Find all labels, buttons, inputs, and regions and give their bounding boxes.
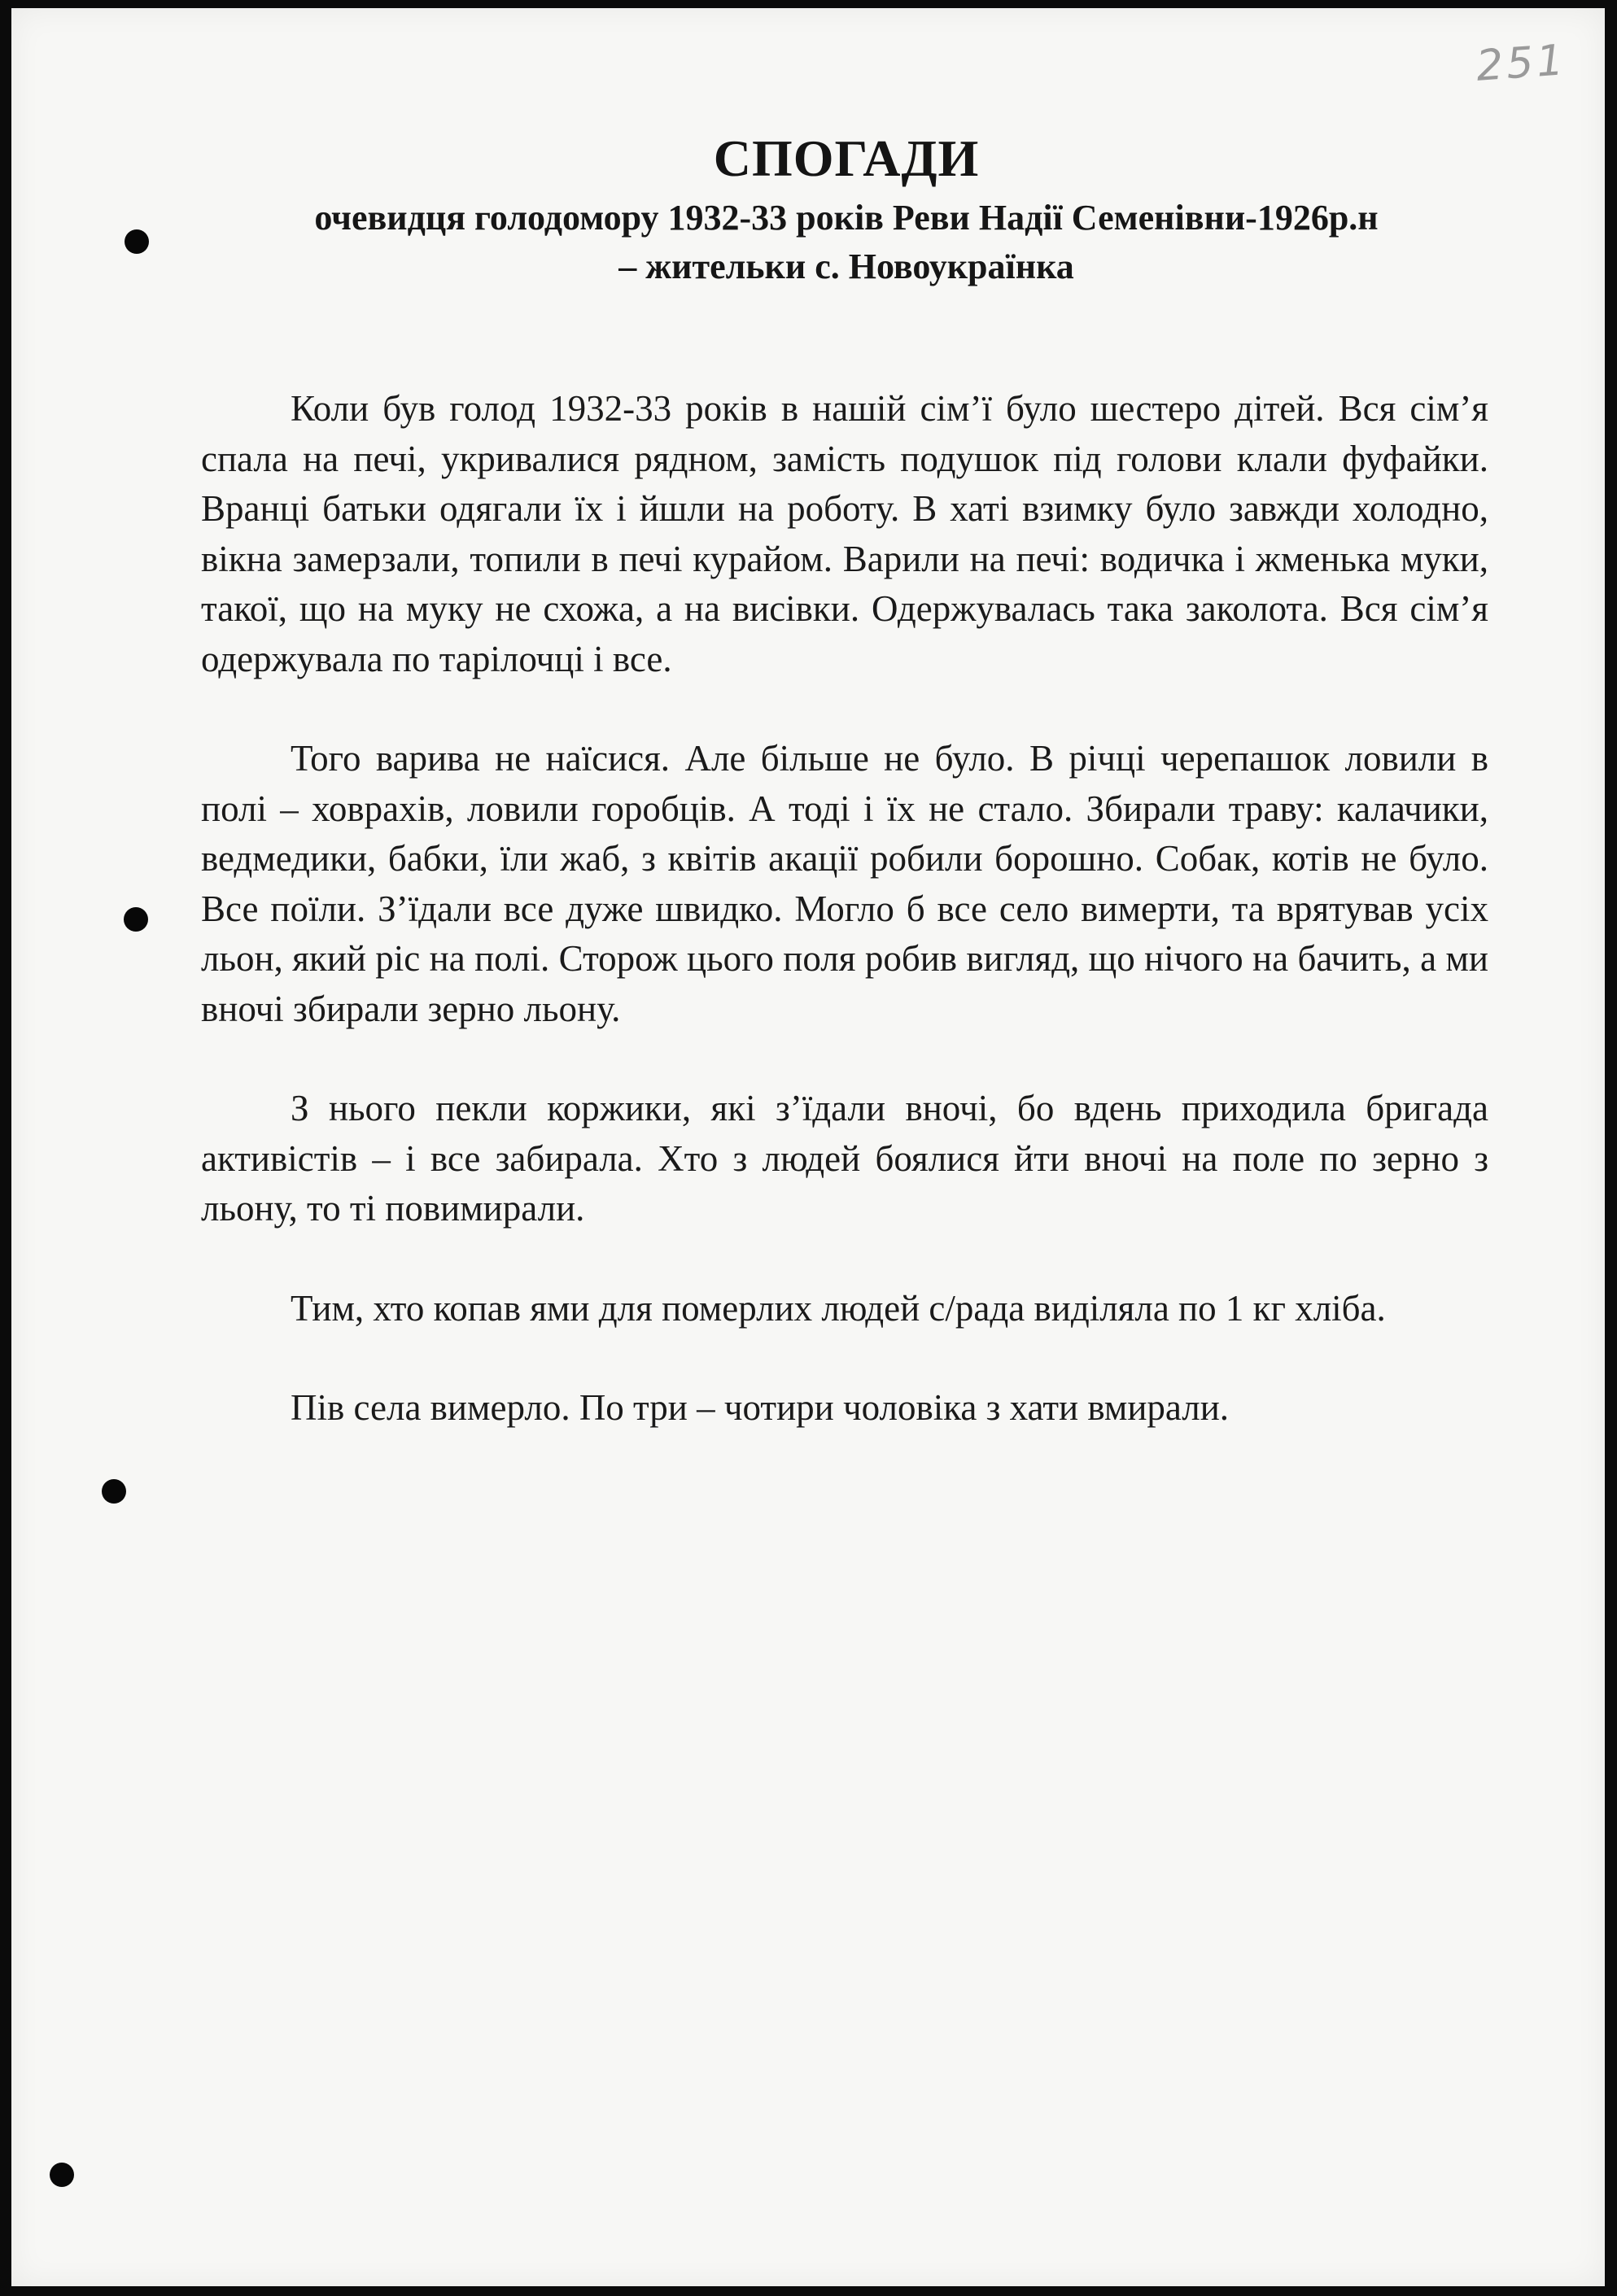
document-title: СПОГАДИ (713, 129, 980, 187)
paragraph: Коли був голод 1932-33 років в нашій сім’ї було шестеро дітей. Вся сім’я спала на печі, укривалися рядном, замість подушок під голови клали фуфайки. Вранці батьки одягали їх і йшли на роботу. В хаті взимку було завжди холодно, вікна замерзали, топили в печі курайом. Варили на печі: водичка і жменька муки, такої, що на муку не схожа, а на висівки. Одержувалась така заколота. Вся сім’я одержувала по тарілочці і все. (201, 388, 1488, 679)
punch-hole (50, 2163, 74, 2187)
punch-hole (124, 907, 148, 932)
handwritten-page-number: 251 (1475, 36, 1569, 91)
paragraph: Пів села вимерло. По три – чотири чоловіка з хати вмирали. (291, 1387, 1230, 1428)
document-subtitle-line-1: очевидця голодомору 1932-33 років Реви Надії Семенівни-1926р.н (314, 198, 1379, 238)
document-body (201, 384, 1488, 1483)
paragraph: З нього пекли коржики, які з’їдали вночі, бо вдень приходила бригада активістів – і все забирала. Хто з людей боялися йти вночі на поле по зерно з льону, то ті повимирали. (201, 1088, 1488, 1229)
document-subtitle-line-2: – жительки с. Новоукраїнка (618, 247, 1074, 286)
punch-hole (102, 1479, 126, 1504)
paragraph: Того варива не наїсися. Але більше не було. В річці черепашок ловили в полі – ховрахів, ловили горобців. А тоді і їх не стало. Збирали траву: калачики, ведмедики, бабки, їли жаб, з квітів акації робили борошно. Собак, котів не було. Все поїли. З’їдали все дуже швидко. Могло б все село вимерти, та врятував усіх льон, який ріс на полі. Сторож цього поля робив вигляд, що нічого на бачить, а ми вночі збирали зерно льону. (201, 738, 1488, 1029)
paper-sheet (11, 8, 1605, 2286)
paragraph: Тим, хто копав ями для померлих людей с/рада виділяла по 1 кг хліба. (291, 1287, 1386, 1329)
